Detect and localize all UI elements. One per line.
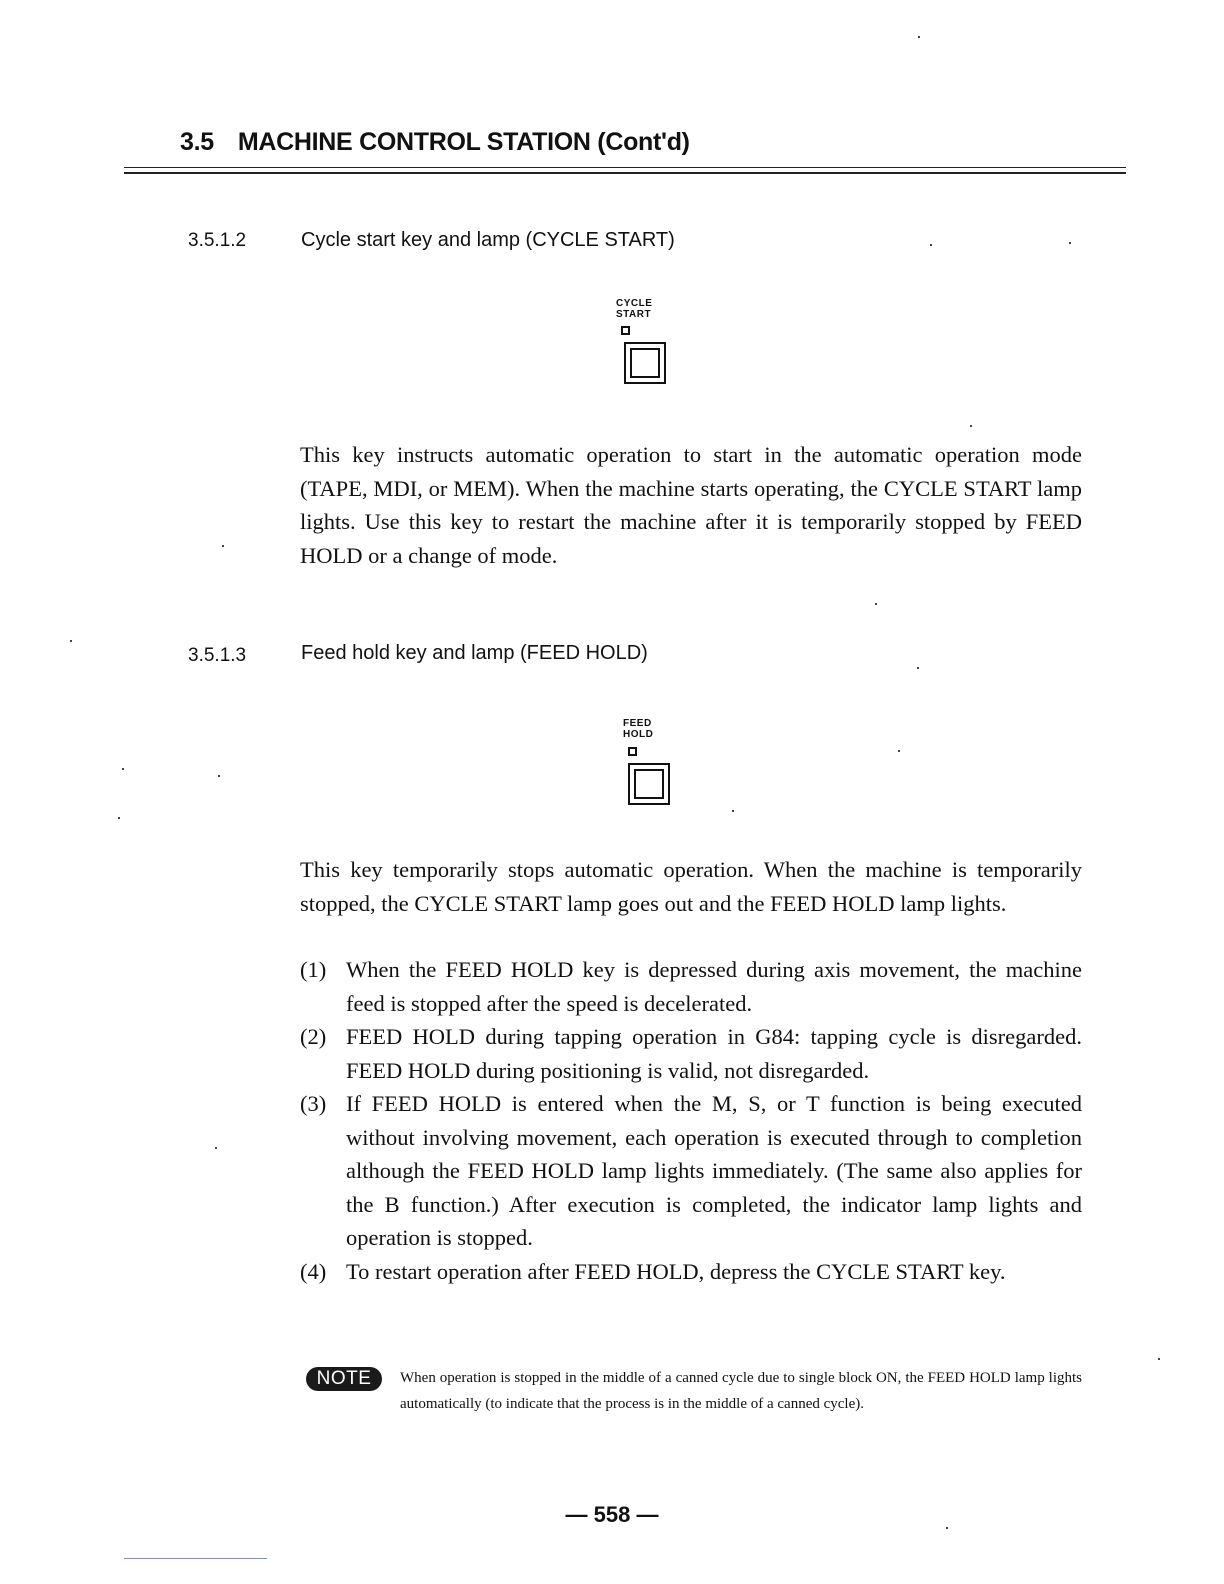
list-item-number: (3): [300, 1091, 327, 1116]
scan-speck: [1069, 242, 1071, 244]
header-title: MACHINE CONTROL STATION (Cont'd): [237, 128, 690, 156]
key-label-line1: CYCLE: [616, 298, 653, 309]
section-number: 3.5.1.3: [188, 645, 247, 666]
lamp-icon: [621, 326, 630, 335]
scan-speck: [70, 640, 72, 642]
section-number: 3.5.1.2: [188, 230, 247, 251]
list-item-number: (1): [300, 957, 327, 982]
list-item: [300, 1255, 1082, 1289]
key-button-face: [634, 769, 664, 799]
section-paragraph: This key instructs automatic operation to start in the automatic operation mode (TAPE, MDI, or MEM). When the machine starts operating, the CYCLE START lamp lights. Use this key to restart the machine after it is temporarily stopped by FEED HOLD or a change of mode.: [300, 442, 1082, 568]
list-item-text: When the FEED HOLD key is depressed during axis movement, the machine feed is stopped after the speed is decelerated.: [346, 957, 1082, 1016]
key-label-line2: START: [616, 309, 652, 320]
scan-speck: [930, 244, 932, 246]
feed-hold-key-figure: [622, 718, 682, 808]
header-rule-bottom: [124, 172, 1126, 174]
scan-speck: [918, 36, 920, 38]
lamp-icon: [628, 747, 637, 756]
key-label-line2: HOLD: [623, 729, 654, 740]
page-number: — 558 —: [565, 1502, 659, 1527]
list-item-text: To restart operation after FEED HOLD, depress the CYCLE START key.: [346, 1258, 1006, 1284]
header-section-number: 3.5: [180, 128, 214, 156]
scan-speck: [222, 545, 224, 547]
note-text: When operation is stopped in the middle of a canned cycle due to single block ON, the FEED HOLD lamp lights automatically (to indicate that the process is in the middle of a canned cycle).: [400, 1370, 1082, 1412]
cycle-start-key-figure: [614, 298, 674, 388]
scan-speck: [122, 768, 124, 770]
key-button-icon: [624, 342, 666, 384]
page-header: [180, 128, 690, 157]
scan-speck: [970, 425, 972, 427]
scan-speck: [875, 603, 877, 605]
key-button-icon: [628, 763, 670, 805]
list-item: [300, 1087, 1082, 1255]
key-label-line1: FEED: [623, 718, 652, 729]
note-badge: NOTE: [306, 1367, 382, 1391]
scan-speck: [1158, 1358, 1160, 1360]
scan-speck: [732, 810, 734, 812]
list-item-number: (2): [300, 1024, 327, 1049]
list-item-text: If FEED HOLD is entered when the M, S, or T function is being executed without involving movement, each operation is executed through to completion although the FEED HOLD lamp lights immediately. (The same also applies for the B function.) After execution is completed, the indicator lamp lights and operation is stopped.: [346, 1091, 1082, 1250]
section-title: Cycle start key and lamp (CYCLE START): [301, 229, 675, 251]
scan-speck: [898, 750, 900, 752]
list-item-number: (4): [300, 1258, 327, 1284]
bottom-rule: [124, 1558, 267, 1559]
list-item-text: FEED HOLD during tapping operation in G84: tapping cycle is disregarded. FEED HOLD during positioning is valid, not disregarded.: [346, 1024, 1082, 1083]
section-paragraph: This key temporarily stops automatic operation. When the machine is temporarily stopped, the CYCLE START lamp goes out and the FEED HOLD lamp lights.: [300, 857, 1082, 916]
scan-speck: [218, 775, 220, 777]
scan-speck: [917, 667, 919, 669]
scan-speck: [118, 817, 120, 819]
section-title: Feed hold key and lamp (FEED HOLD): [301, 642, 648, 664]
feed-hold-notes-list: [300, 953, 1082, 1288]
scan-speck: [946, 1527, 948, 1529]
scan-speck: [215, 1147, 217, 1149]
list-item: [300, 1020, 1082, 1087]
header-rule-top: [124, 167, 1126, 168]
list-item: [300, 953, 1082, 1020]
key-button-face: [630, 348, 660, 378]
